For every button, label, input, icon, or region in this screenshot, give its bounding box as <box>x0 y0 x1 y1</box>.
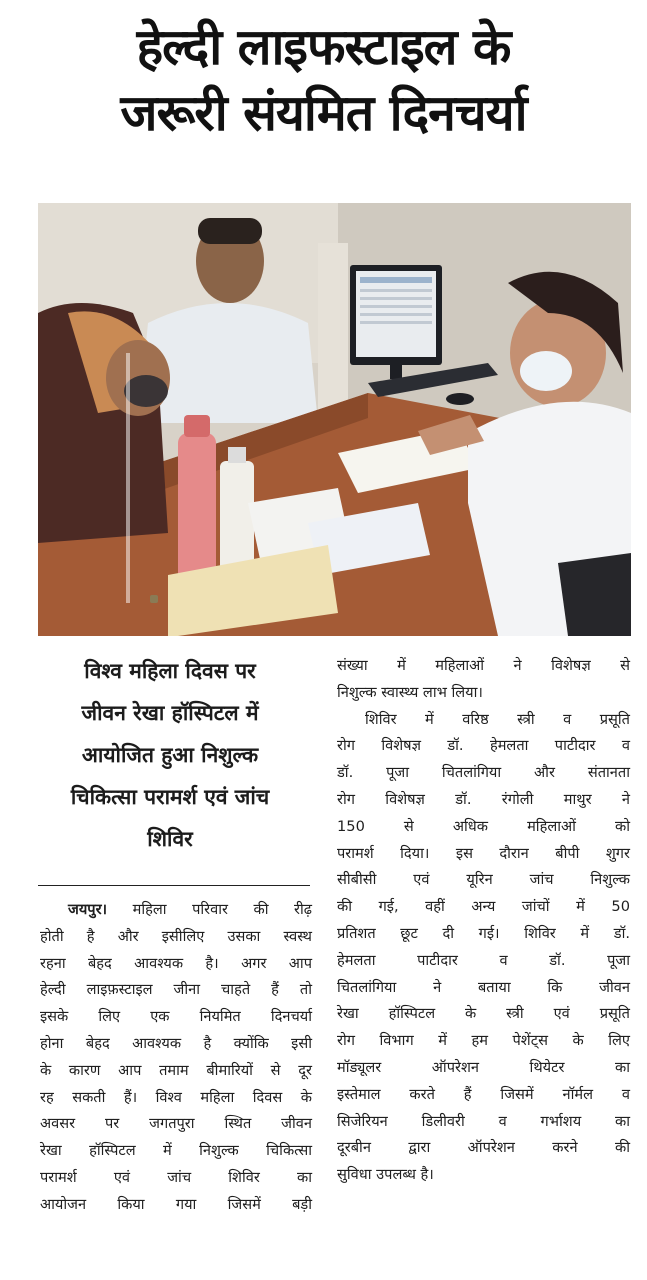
subheadline-line-3: आयोजित हुआ निशुल्क <box>81 743 259 767</box>
headline-line-2: जरूरी संयमित दिनचर्या <box>120 84 527 142</box>
article-line: परामर्श दिया। इस दौरान बीपी शुगर <box>337 844 630 862</box>
article-line: रोग विशेषज्ञ डॉ. हेमलता पाटीदार व <box>337 737 630 755</box>
article-left-column <box>40 897 312 1219</box>
article-line: निशुल्क स्वास्थ्य लाभ लिया। <box>337 683 483 701</box>
article-line: रहना बेहद आवश्यक है। अगर आप <box>40 954 312 972</box>
subheadline <box>34 650 306 860</box>
article-line: सुविधा उपलब्ध है। <box>337 1166 434 1184</box>
headline <box>0 14 647 146</box>
article-line: रेखा हॉस्पिटल में निशुल्क चिकित्सा <box>40 1142 312 1160</box>
article-line: 150 से अधिक महिलाओं को <box>337 817 630 835</box>
article-line: परामर्श एवं जांच शिविर का <box>40 1168 312 1186</box>
article-line: रह सकती हैं। विश्व महिला दिवस के <box>40 1088 312 1106</box>
article-line: सीबीसी एवं यूरिन जांच निशुल्क <box>337 871 630 889</box>
article-line: संख्या में महिलाओं ने विशेषज्ञ से <box>337 657 630 674</box>
clinic-photo <box>38 203 631 636</box>
subheadline-line-1: विश्व महिला दिवस पर <box>84 659 256 683</box>
article-line: रेखा हॉस्पिटल के स्त्री एवं प्रसूति <box>337 1005 630 1023</box>
article-line: के कारण आप तमाम बीमारियों से दूर <box>40 1061 312 1079</box>
headline-line-1: हेल्दी लाइफस्टाइल के <box>136 18 511 76</box>
section-divider <box>38 885 310 886</box>
article-line <box>40 897 312 924</box>
subheadline-line-2: जीवन रेखा हॉस्पिटल में <box>81 701 259 725</box>
article-line: मॉड्यूलर ऑपरेशन थियेटर का <box>337 1058 630 1076</box>
article-line: आयोजन किया गया जिसमें बड़ी <box>40 1195 312 1213</box>
article-line: की गई, वहीं अन्य जांचों में 50 <box>337 898 630 916</box>
article-line: इस्तेमाल करते हैं जिसमें नॉर्मल व <box>337 1085 630 1103</box>
clinic-photo-icon <box>38 203 631 636</box>
article-line: इसके लिए एक नियमित दिनचर्या <box>40 1008 312 1026</box>
article-line: होना बेहद आवश्यक है क्योंकि इसी <box>40 1034 312 1052</box>
article-line-text: महिला परिवार की रीढ़ <box>107 901 312 918</box>
article-line: शिविर में वरिष्ठ स्त्री व प्रसूति <box>365 710 630 728</box>
article-line: सिजेरियन डिलीवरी व गर्भाशय का <box>337 1112 630 1130</box>
subheadline-line-4: चिकित्सा परामर्श एवं जांच <box>70 785 270 809</box>
article-line: हेल्दी लाइफ़स्टाइल जीना चाहते हैं तो <box>40 981 312 999</box>
article-line: होती है और इसीलिए उसका स्वस्थ <box>40 927 312 945</box>
article-line: चितलांगिया ने बताया कि जीवन <box>337 978 630 996</box>
article-line: हेमलता पाटीदार व डॉ. पूजा <box>337 951 630 969</box>
article-line: दूरबीन द्वारा ऑपरेशन करने की <box>337 1139 630 1157</box>
article-right-column <box>337 653 630 1189</box>
article-line: रोग विभाग में हम पेशेंट्स के लिए <box>337 1032 630 1050</box>
article-line: अवसर पर जगतपुरा स्थित जीवन <box>40 1115 312 1133</box>
article-line: रोग विशेषज्ञ डॉ. रंगोली माथुर ने <box>337 790 630 808</box>
dateline: जयपुर। <box>68 901 108 918</box>
article-line: डॉ. पूजा चितलांगिया और संतानता <box>337 764 630 782</box>
article-line: प्रतिशत छूट दी गई। शिविर में डॉ. <box>337 924 630 942</box>
subheadline-line-5: शिविर <box>147 827 193 851</box>
